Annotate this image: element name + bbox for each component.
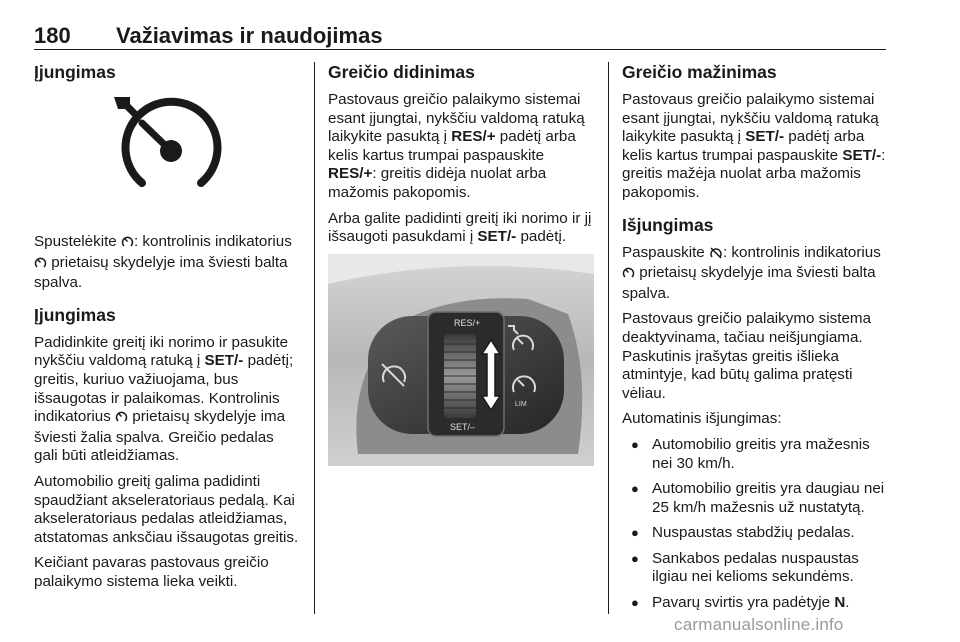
paragraph-accelerate: Automobilio greitį galima padidinti spaudžiant akseleratoriaus pedalą. Kai akseleratoriaus pedalas atleidžiamas, atstatomas anksčiau išsaugotas greitis. bbox=[34, 472, 299, 546]
list-item: ● Sankabos pedalas nuspaustas ilgiau nei kelioms sekundėms. bbox=[622, 550, 888, 587]
res-label: RES/+ bbox=[454, 317, 481, 328]
paragraph-press: Spustelėkite : kontrolinis indikatorius prietaisų skydelyje ima šviesti balta spalva. bbox=[34, 233, 292, 292]
paragraph-increase: Pastovaus greičio palaikymo sistemai esant įjungtai, nykščiu valdomą ratuką laikykite pasuktą į RES/+ padėtį arba kelis kartus trumpai paspauskite RES/+: greitis didėja nuolat arba mažomis pakopomis. bbox=[328, 91, 585, 201]
paragraph-deactivate: Paspauskite : kontrolinis indikatorius prietaisų skydelyje ima šviesti balta spalva. bbox=[622, 243, 881, 302]
cruise-indicator-icon bbox=[34, 256, 47, 275]
cruise-indicator-icon bbox=[115, 410, 128, 429]
heading-activation: Įjungimas bbox=[34, 62, 116, 82]
paragraph-memory: Pastovaus greičio palaikymo sistema deaktyvinama, tačiau neišjungiama. Paskutinis įrašytas greitis išlieka atmintyje, kad būtų galima pratęsti vėliau. bbox=[622, 310, 872, 402]
paragraph-set-speed: Padidinkite greitį iki norimo ir pasukite nykščiu valdomą ratuką į SET/- padėtį; greitis, kuriuo važiuojama, bus išsaugotas ir palaikomas. Kontrolinis indikatorius prietaisų skydelyje ima šviesti žalia spalva. Greičio pedalas gali būti atleidžiamas. bbox=[34, 333, 294, 465]
list-item: ● Automobilio greitis yra daugiau nei 25 km/h mažesnis už nustatytą. bbox=[622, 480, 888, 517]
paragraph-auto-off: Automatinis išjungimas: bbox=[622, 410, 782, 428]
page-number: 180 bbox=[34, 23, 71, 48]
column-2 bbox=[328, 62, 594, 466]
column-3 bbox=[622, 62, 888, 620]
cruise-off-small-icon bbox=[709, 246, 723, 265]
column-1 bbox=[34, 62, 300, 599]
list-item: ● Nuspaustas stabdžių pedalas. bbox=[622, 524, 888, 543]
heading-decrease-speed: Greičio mažinimas bbox=[622, 62, 777, 82]
cruise-control-icon bbox=[34, 91, 300, 209]
list-item: ● Automobilio greitis yra mažesnis nei 30 km/h. bbox=[622, 436, 888, 473]
column-divider-1 bbox=[314, 62, 315, 614]
watermark: carmanualsonline.info bbox=[674, 615, 844, 634]
page-title: Važiavimas ir naudojimas bbox=[116, 23, 383, 48]
heading-deactivation: Išjungimas bbox=[622, 214, 714, 235]
auto-off-list bbox=[622, 436, 888, 613]
cruise-control-illustration bbox=[34, 91, 300, 209]
set-label: SET/– bbox=[450, 421, 476, 432]
list-item: ● Pavarų svirtis yra padėtyje N. bbox=[622, 594, 888, 613]
cruise-small-icon bbox=[121, 235, 134, 254]
steering-wheel-controls-photo bbox=[328, 254, 594, 466]
page-header bbox=[34, 18, 886, 50]
column-divider-2 bbox=[608, 62, 609, 614]
paragraph-gears: Keičiant pavaras pastovaus greičio palaikymo sistema lieka veikti. bbox=[34, 554, 269, 590]
paragraph-increase-alt: Arba galite padidinti greitį iki norimo ir jį išsaugoti pasukdami į SET/- padėtį. bbox=[328, 209, 592, 246]
lim-label: LIM bbox=[515, 400, 527, 408]
cruise-indicator-icon bbox=[622, 266, 635, 285]
heading-activation-2: Įjungimas bbox=[34, 304, 116, 325]
paragraph-decrease: Pastovaus greičio palaikymo sistemai esant įjungtai, nykščiu valdomą ratuką laikykite pasuktą į SET/- padėtį arba kelis kartus trumpai paspauskite SET/-: greitis mažėja nuolat arba mažomis pakopomis. bbox=[622, 91, 886, 201]
heading-increase-speed: Greičio didinimas bbox=[328, 62, 475, 82]
